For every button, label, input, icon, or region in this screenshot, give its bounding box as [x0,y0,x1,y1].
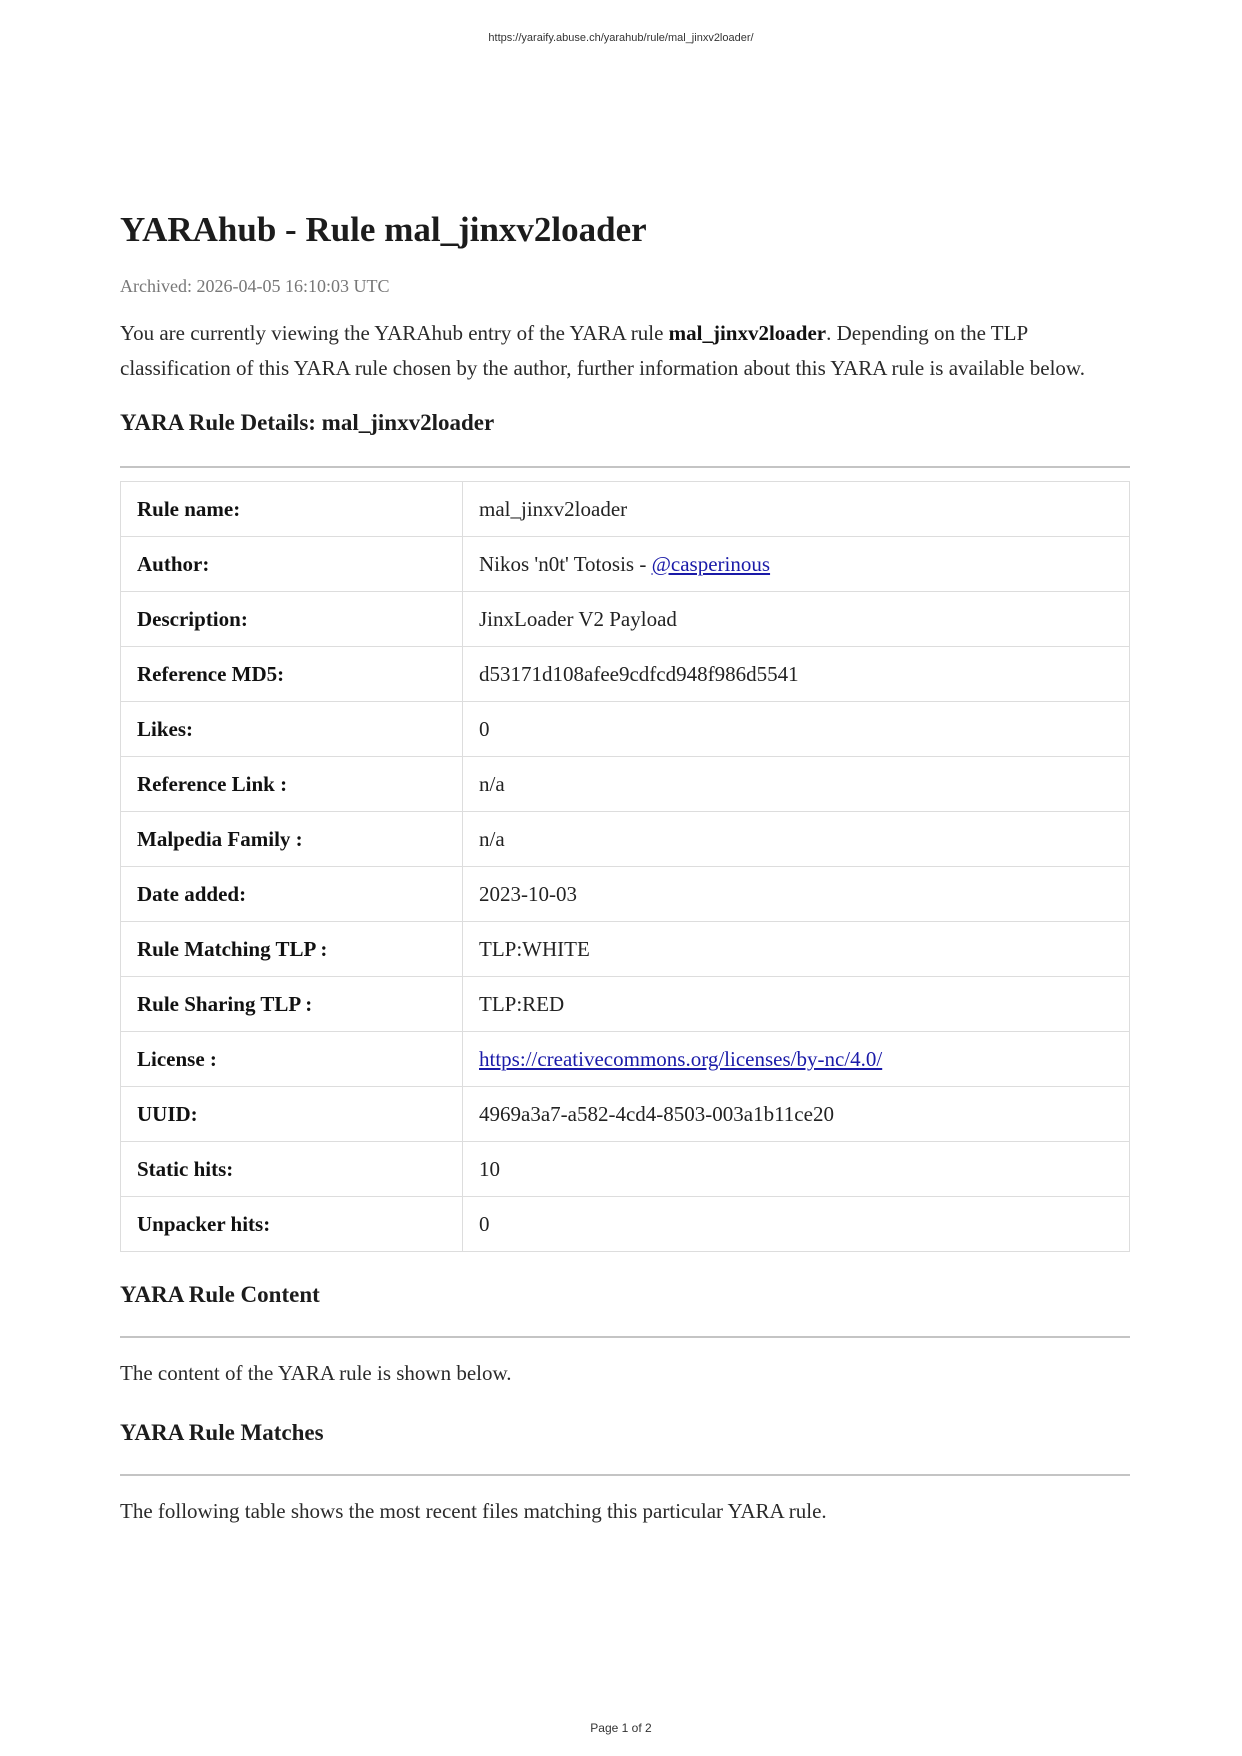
table-row [121,592,1130,647]
details-heading: YARA Rule Details: mal_jinxv2loader [120,410,495,435]
row-key: Rule name: [121,482,463,537]
table-row [121,812,1130,867]
rule-name-value: mal_jinxv2loader [463,482,1130,537]
license-value [463,1032,1130,1087]
date-added-value: 2023-10-03 [463,867,1130,922]
row-key: UUID: [121,1087,463,1142]
table-row [121,757,1130,812]
table-row [121,1142,1130,1197]
reference-link-value: n/a [463,757,1130,812]
intro-text-before: You are currently viewing the YARAhub entry of the YARA rule [120,321,669,345]
intro-paragraph [120,316,1130,386]
rule-matches-divider [120,1474,1130,1476]
static-hits-value: 10 [463,1142,1130,1197]
unpacker-hits-value: 0 [463,1197,1130,1252]
page-number: Page 1 of 2 [590,1721,652,1735]
table-row [121,977,1130,1032]
row-key: Date added: [121,867,463,922]
details-divider [120,466,1130,468]
row-key: Description: [121,592,463,647]
row-key: Reference MD5: [121,647,463,702]
license-link[interactable]: https://creativecommons.org/licenses/by-nc/4.0/ [479,1046,883,1071]
intro-rule-name: mal_jinxv2loader [668,321,827,345]
uuid-value: 4969a3a7-a582-4cd4-8503-003a1b11ce20 [463,1087,1130,1142]
row-key: Unpacker hits: [121,1197,463,1252]
intro-text-after: . Depending on the TLP classification of this YARA rule chosen by the author, further information about this YARA rule is available below. [120,321,1085,380]
table-row [121,867,1130,922]
rule-matches-heading: YARA Rule Matches [120,1420,324,1445]
row-key: Rule Matching TLP : [121,922,463,977]
row-key: Reference Link : [121,757,463,812]
table-row [121,702,1130,757]
page-title: YARAhub - Rule mal_jinxv2loader [120,210,647,249]
author-twitter-link[interactable]: @casperinous [651,551,771,576]
reference-md5-value: d53171d108afee9cdfcd948f986d5541 [463,647,1130,702]
row-key: License : [121,1032,463,1087]
rule-details-table [120,481,1130,1252]
malpedia-family-value: n/a [463,812,1130,867]
table-row [121,482,1130,537]
rule-content-heading: YARA Rule Content [120,1282,320,1307]
sharing-tlp-value: TLP:RED [463,977,1130,1032]
table-row [121,1087,1130,1142]
table-row [121,1197,1130,1252]
description-value: JinxLoader V2 Payload [463,592,1130,647]
rule-content-text: The content of the YARA rule is shown below. [120,1361,512,1385]
matching-tlp-value: TLP:WHITE [463,922,1130,977]
row-key: Likes: [121,702,463,757]
author-value [463,537,1130,592]
page-url-header: https://yaraify.abuse.ch/yarahub/rule/mal_jinxv2loader/ [488,32,754,44]
author-name: Nikos 'n0t' Totosis - [479,551,652,576]
archived-timestamp: Archived: 2026-04-05 16:10:03 UTC [120,276,390,296]
row-key: Author: [121,537,463,592]
main-content [120,208,1130,1526]
table-row [121,647,1130,702]
rule-content-divider [120,1336,1130,1338]
row-key: Static hits: [121,1142,463,1197]
row-key: Rule Sharing TLP : [121,977,463,1032]
table-row [121,922,1130,977]
table-row [121,537,1130,592]
rule-matches-text: The following table shows the most recent files matching this particular YARA rule. [120,1499,827,1523]
likes-value: 0 [463,702,1130,757]
table-row [121,1032,1130,1087]
row-key: Malpedia Family : [121,812,463,867]
